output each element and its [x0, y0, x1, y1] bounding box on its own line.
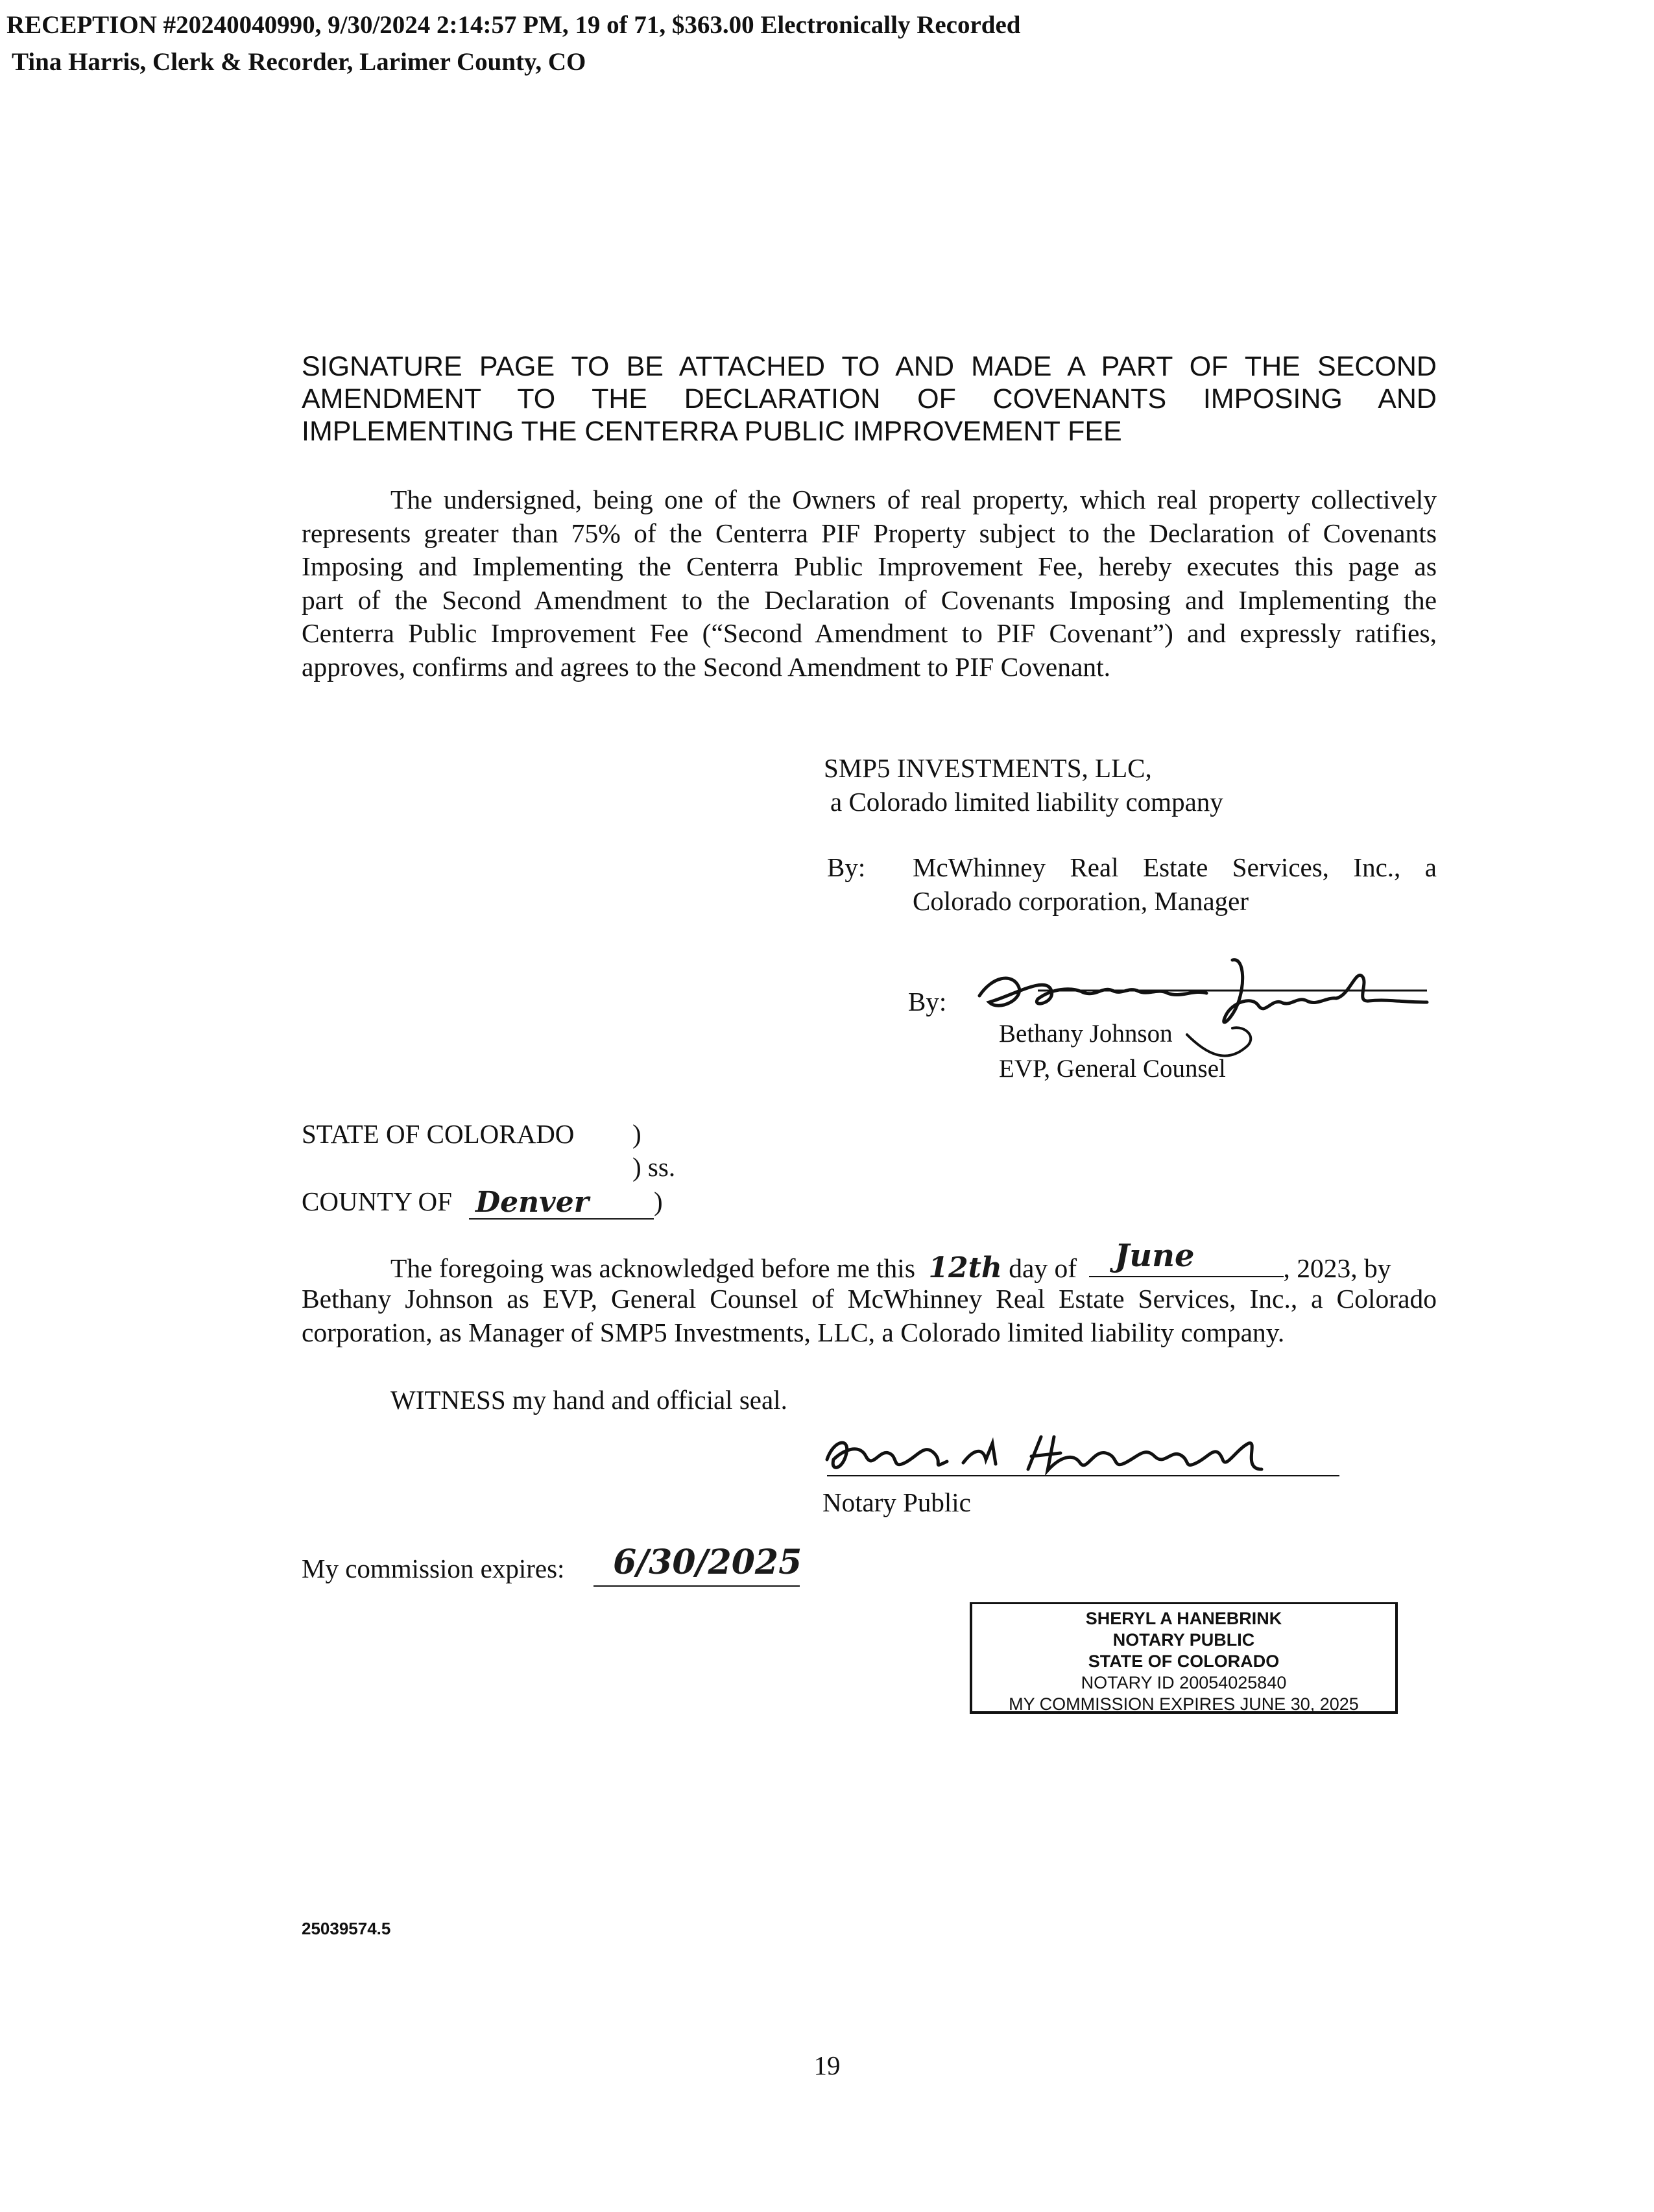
ack-year: , 2023, by: [1283, 1253, 1391, 1283]
venue-county-label: COUNTY OF: [302, 1186, 452, 1216]
notary-public-label: Notary Public: [822, 1487, 971, 1517]
ack-pre-day: The foregoing was acknowledged before me this: [390, 1253, 915, 1283]
signer-name: Bethany Johnson: [999, 1020, 1173, 1048]
venue-paren-1: ): [632, 1119, 641, 1149]
by-label: By:: [827, 852, 866, 882]
company-description: a Colorado limited liability company: [830, 787, 1223, 817]
body-line-5: Centerra Public Improvement Fee (“Second Amendment to PIF Covenant”) and expressly ratifies,: [302, 618, 1437, 648]
recording-header: [6, 6, 1021, 80]
month-blank: [1089, 1238, 1284, 1277]
company-name: SMP5 INVESTMENTS, LLC,: [824, 753, 1152, 783]
body-paragraph: [302, 483, 1437, 684]
manager-line-1: McWhinney Real Estate Services, Inc., a: [913, 852, 1437, 882]
notary-stamp: [970, 1602, 1398, 1714]
stamp-line-4: NOTARY ID 20054025840: [1081, 1673, 1287, 1692]
venue-ss: ) ss.: [632, 1152, 676, 1182]
body-line-6: approves, confirms and agrees to the Second Amendment to PIF Covenant.: [302, 651, 1111, 682]
ack-line-2: Bethany Johnson as EVP, General Counsel of McWhinney Real Estate Services, Inc., a Colorado: [302, 1284, 1437, 1314]
ack-day-handwritten: 12th: [928, 1251, 1002, 1284]
page-number: 19: [813, 2050, 841, 2080]
document-heading: [302, 350, 1437, 448]
document-id: 25039574.5: [302, 1919, 391, 1938]
stamp-name: SHERYL A HANEBRINK: [1085, 1609, 1282, 1628]
recording-line-2: Tina Harris, Clerk & Recorder, Larimer County, CO: [12, 48, 586, 76]
signer-by-label: By:: [908, 987, 947, 1016]
stamp-line-2: NOTARY PUBLIC: [1112, 1630, 1255, 1650]
body-line-4: part of the Second Amendment to the Declaration of Covenants Imposing and Implementing the: [302, 584, 1437, 615]
stamp-line-5: MY COMMISSION EXPIRES JUNE 30, 2025: [1009, 1694, 1359, 1714]
body-line-3: Imposing and Implementing the Centerra Public Improvement Fee, hereby executes this page as: [302, 551, 1437, 581]
venue-paren-2: ): [654, 1186, 663, 1216]
signer-title: EVP, General Counsel: [999, 1055, 1226, 1083]
body-line-2: represents greater than 75% of the Centerra PIF Property subject to the Declaration of Covenants: [302, 518, 1437, 548]
venue-state: STATE OF COLORADO: [302, 1119, 575, 1149]
heading-line-1: SIGNATURE PAGE TO BE ATTACHED TO AND MADE A PART OF THE SECOND: [302, 351, 1437, 382]
stamp-line-3: STATE OF COLORADO: [1088, 1652, 1280, 1671]
ack-day-of: day of: [1009, 1253, 1077, 1283]
heading-line-3: IMPLEMENTING THE CENTERRA PUBLIC IMPROVEMENT FEE: [302, 416, 1122, 447]
county-blank: [469, 1188, 654, 1220]
commission-label: My commission expires:: [302, 1554, 565, 1583]
heading-line-2: AMENDMENT TO THE DECLARATION OF COVENANTS IMPOSING AND: [302, 383, 1437, 415]
ack-month-handwritten: June: [1114, 1238, 1195, 1274]
ack-line-3: corporation, as Manager of SMP5 Investments, LLC, a Colorado limited liability company.: [302, 1317, 1285, 1347]
notary-signature: [821, 1424, 1339, 1489]
commission-blank: [593, 1543, 800, 1587]
witness-text: WITNESS my hand and official seal.: [390, 1385, 787, 1415]
county-handwritten: Denver: [475, 1186, 589, 1219]
commission-handwritten: 6/30/2025: [613, 1543, 802, 1582]
recording-line-1: RECEPTION #20240040990, 9/30/2024 2:14:57 PM, 19 of 71, $363.00 Electronically Recorded: [6, 11, 1021, 39]
body-line-1: The undersigned, being one of the Owners of real property, which real property collectively: [390, 485, 1437, 514]
acknowledgment: [302, 1238, 1437, 1349]
manager-line-2: Colorado corporation, Manager: [913, 886, 1249, 916]
